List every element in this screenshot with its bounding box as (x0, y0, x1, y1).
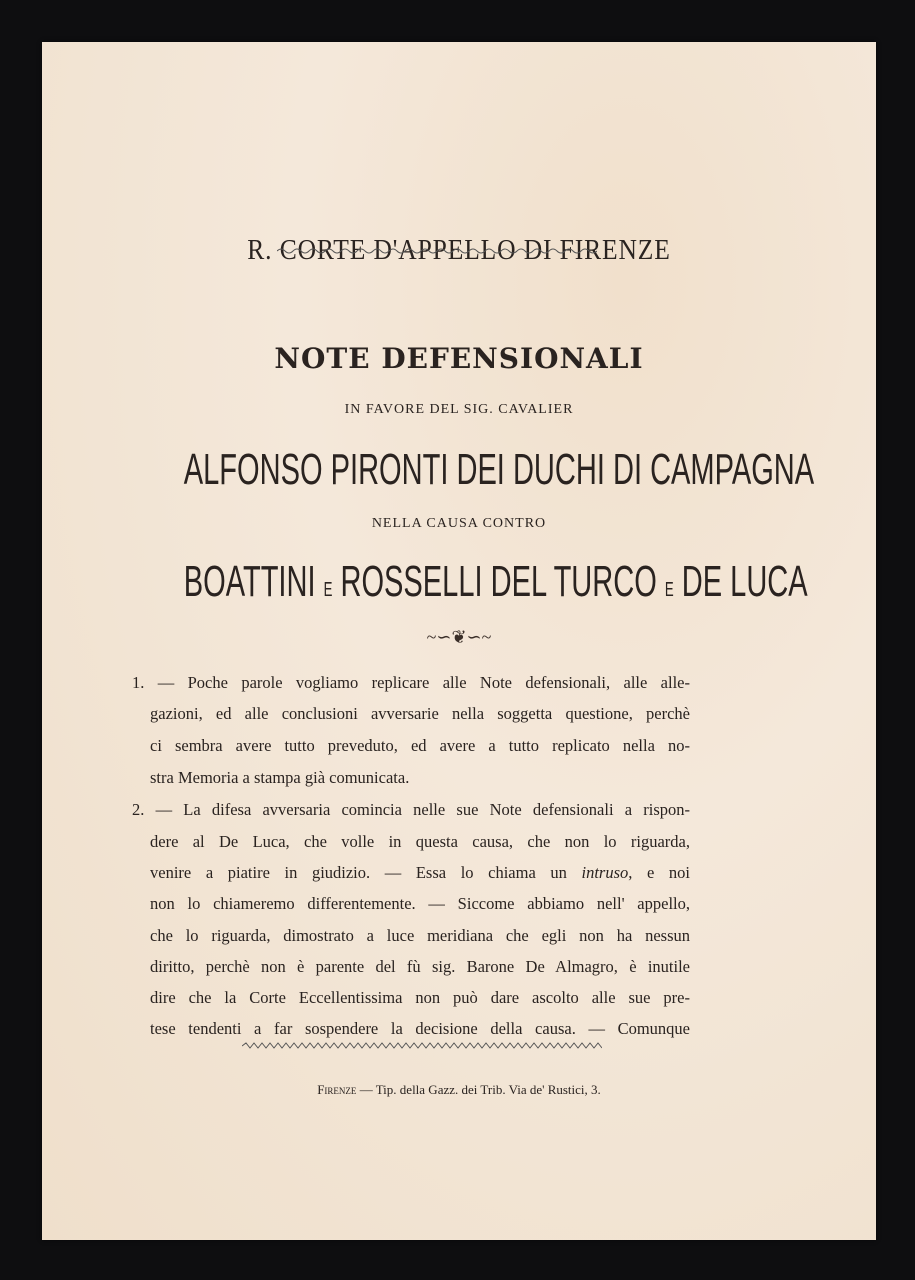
body-line (150, 926, 690, 946)
body-line-text: non lo chiameremo differentemente. — Siccome abbiamo nell' appello, (150, 894, 690, 913)
body-line (132, 673, 690, 693)
opponent-boattini: BOATTINI (183, 557, 316, 606)
body-line (150, 957, 690, 977)
body-line (150, 832, 690, 852)
conjunction: E (323, 579, 333, 601)
body-line-text: stra Memoria a stampa già comunicata. (150, 768, 410, 787)
imprint-city: Firenze (317, 1082, 357, 1097)
body-line (150, 768, 690, 788)
ornament-divider: ~∽❦∽~ (426, 627, 492, 647)
body-line-text: venire a piatire in giudizio. — Essa lo chiama un intruso, e noi (150, 863, 690, 882)
footer-rule (242, 1042, 602, 1050)
against-label: NELLA CAUSA CONTRO (371, 516, 547, 531)
body-line (150, 736, 690, 756)
imprint-details: — Tip. della Gazz. dei Trib. Via de' Rustici, 3. (356, 1082, 601, 1097)
body-line-text: ci sembra avere tutto preveduto, ed avere a tutto replicato nella no- (150, 736, 690, 755)
wavy-rule (277, 247, 597, 255)
body-line (150, 988, 690, 1008)
body-line-text: dire che la Corte Eccellentissima non può dare ascolto alle sue pre- (150, 988, 690, 1007)
conjunction: E (664, 579, 674, 601)
body-line-text: che lo riguarda, dimostrato a luce meridiana che egli non ha nessun (150, 926, 690, 945)
body-line-text: 1. — Poche parole vogliamo replicare alle Note defensionali, alle alle- (132, 673, 690, 692)
opponents (183, 557, 808, 607)
body-line-text: 2. — La difesa avversaria comincia nelle sue Note defensionali a rispon- (132, 800, 690, 819)
body-line-text: dere al De Luca, che volle in questa causa, che non lo riguarda, (150, 832, 690, 851)
body-line (150, 863, 690, 883)
printer-imprint (42, 1082, 876, 1098)
document-page (42, 42, 876, 1240)
in-favor-line: IN FAVORE DEL SIG. CAVALIER (344, 402, 574, 417)
body-line-text: tese tendenti a far sospendere la decisione della causa. — Comunque (150, 1019, 690, 1038)
court-heading: R. CORTE D'APPELLO DI FIRENZE (247, 234, 671, 266)
body-line-text: diritto, perchè non è parente del fù sig. Barone De Almagro, è inutile (150, 957, 690, 976)
body-line-text: gazioni, ed alle conclusioni avversarie nella soggetta questione, perchè (150, 704, 690, 723)
client-name: ALFONSO PIRONTI DEI DUCHI DI CAMPAGNA (183, 445, 815, 494)
body-line (150, 1019, 690, 1039)
opponent-de-luca: DE LUCA (681, 557, 808, 606)
document-title: NOTE DEFENSIONALI (274, 342, 644, 375)
body-line (150, 704, 690, 724)
body-line (150, 894, 690, 914)
body-line (132, 800, 690, 820)
opponent-rosselli: ROSSELLI DEL TURCO (340, 557, 657, 606)
